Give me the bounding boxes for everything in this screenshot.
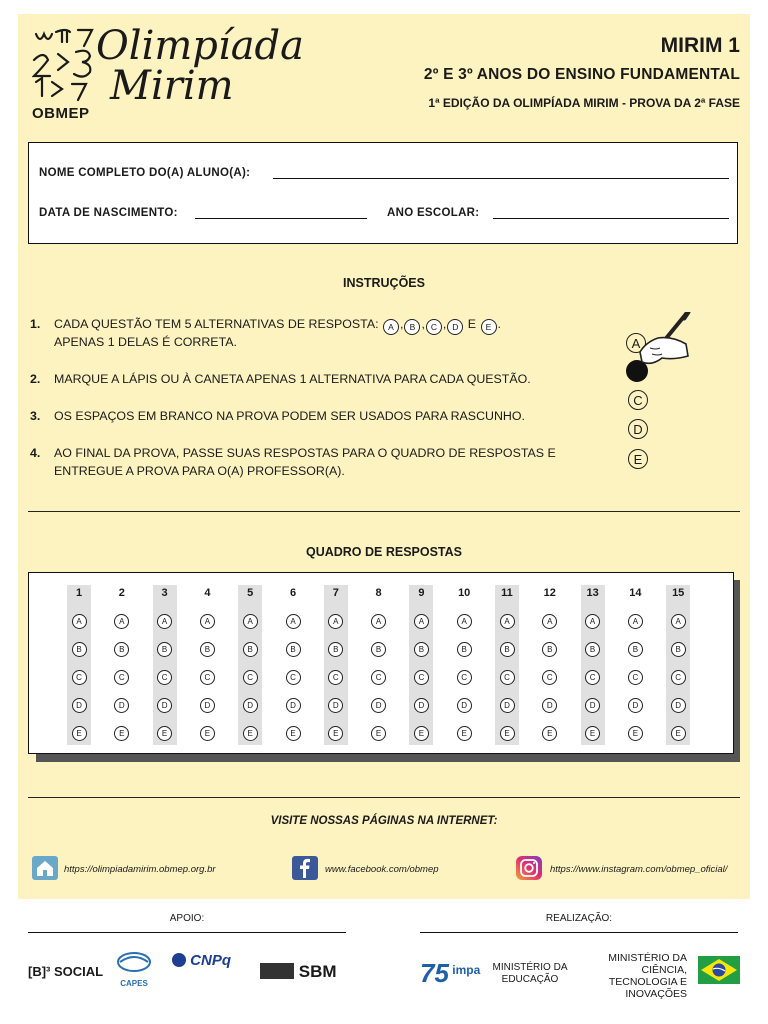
answer-bubble-15-c[interactable]: C bbox=[671, 670, 686, 685]
answer-bubble-13-c[interactable]: C bbox=[585, 670, 600, 685]
illustration-option-e: E bbox=[628, 449, 648, 469]
answer-bubble-5-a[interactable]: A bbox=[243, 614, 258, 629]
instruction-number: 2. bbox=[30, 372, 41, 386]
answer-bubble-10-e[interactable]: E bbox=[457, 726, 472, 741]
cnpq-label: CNPq bbox=[190, 952, 232, 969]
answer-bubble-9-e[interactable]: E bbox=[414, 726, 429, 741]
answer-bubble-4-c[interactable]: C bbox=[200, 670, 215, 685]
answer-bubble-13-a[interactable]: A bbox=[585, 614, 600, 629]
question-number: 7 bbox=[332, 587, 339, 599]
instruction-conjunction: E bbox=[467, 317, 477, 331]
answer-bubble-12-d[interactable]: D bbox=[542, 698, 557, 713]
answer-bubble-7-e[interactable]: E bbox=[328, 726, 343, 741]
answer-bubble-7-b[interactable]: B bbox=[328, 642, 343, 657]
capes-logo bbox=[116, 950, 152, 988]
question-number: 10 bbox=[458, 587, 471, 599]
answer-bubble-5-e[interactable]: E bbox=[243, 726, 258, 741]
answer-bubble-6-b[interactable]: B bbox=[286, 642, 301, 657]
answer-bubble-2-c[interactable]: C bbox=[114, 670, 129, 685]
answer-bubble-14-c[interactable]: C bbox=[628, 670, 643, 685]
impa-logo bbox=[420, 958, 480, 989]
answer-column-10 bbox=[452, 585, 476, 745]
question-number: 12 bbox=[543, 587, 556, 599]
answer-column-9 bbox=[409, 585, 433, 745]
impa-75-mark: 75 bbox=[420, 958, 449, 988]
answer-bubble-11-e[interactable]: E bbox=[500, 726, 515, 741]
student-name-label: NOME COMPLETO DO(A) ALUNO(A): bbox=[39, 167, 251, 179]
answer-bubble-6-d[interactable]: D bbox=[286, 698, 301, 713]
answer-bubble-12-a[interactable]: A bbox=[542, 614, 557, 629]
question-number: 8 bbox=[375, 587, 382, 599]
brazil-flag-icon bbox=[698, 956, 740, 984]
visit-pages-title: VISITE NOSSAS PÁGINAS NA INTERNET: bbox=[270, 815, 498, 827]
answer-bubble-6-a[interactable]: A bbox=[286, 614, 301, 629]
option-c-icon: C bbox=[426, 319, 442, 335]
instruction-number: 3. bbox=[30, 409, 41, 423]
answer-bubble-1-b[interactable]: B bbox=[72, 642, 87, 657]
impa-label: impa bbox=[452, 963, 481, 977]
answer-bubble-3-a[interactable]: A bbox=[157, 614, 172, 629]
answer-bubble-11-a[interactable]: A bbox=[500, 614, 515, 629]
answer-bubble-4-d[interactable]: D bbox=[200, 698, 215, 713]
facebook-link[interactable]: www.facebook.com/obmep bbox=[325, 864, 439, 875]
question-number: 2 bbox=[118, 587, 125, 599]
realizacao-divider bbox=[420, 932, 738, 933]
answer-bubble-2-e[interactable]: E bbox=[114, 726, 129, 741]
answer-bubble-15-b[interactable]: B bbox=[671, 642, 686, 657]
question-number: 15 bbox=[672, 587, 685, 599]
answer-column-13 bbox=[581, 585, 605, 745]
answer-bubble-14-d[interactable]: D bbox=[628, 698, 643, 713]
answer-bubble-8-c[interactable]: C bbox=[371, 670, 386, 685]
instruction-text: AO FINAL DA PROVA, PASSE SUAS RESPOSTAS PARA O QUADRO DE RESPOSTAS E bbox=[54, 446, 556, 460]
answer-bubble-9-a[interactable]: A bbox=[414, 614, 429, 629]
edition-subtitle: 1ª EDIÇÃO DA OLIMPÍADA MIRIM - PROVA DA 2ª FASE bbox=[428, 96, 740, 110]
answer-column-6 bbox=[281, 585, 305, 745]
question-number: 5 bbox=[247, 587, 254, 599]
answer-bubble-2-b[interactable]: B bbox=[114, 642, 129, 657]
question-number: 14 bbox=[629, 587, 642, 599]
answer-bubble-3-b[interactable]: B bbox=[157, 642, 172, 657]
option-d-icon: D bbox=[447, 319, 463, 335]
answer-bubble-10-b[interactable]: B bbox=[457, 642, 472, 657]
logo-title-line2: Mirim bbox=[110, 63, 234, 109]
illustration-option-a: A bbox=[626, 333, 646, 353]
answer-bubble-12-c[interactable]: C bbox=[542, 670, 557, 685]
instruction-text: CADA QUESTÃO TEM 5 ALTERNATIVAS DE RESPOSTA: bbox=[54, 317, 379, 331]
site-link[interactable]: https://olimpiadamirim.obmep.org.br bbox=[64, 864, 216, 875]
answer-column-2 bbox=[110, 585, 134, 745]
instruction-text-continued: ENTREGUE A PROVA PARA O(A) PROFESSOR(A). bbox=[54, 464, 345, 478]
mec-logo: MINISTÉRIO DA EDUCAÇÃO bbox=[492, 962, 568, 985]
answer-bubble-5-b[interactable]: B bbox=[243, 642, 258, 657]
answer-column-3 bbox=[153, 585, 177, 745]
instruction-text: OS ESPAÇOS EM BRANCO NA PROVA PODEM SER USADOS PARA RASCUNHO. bbox=[54, 409, 525, 423]
student-name-field[interactable] bbox=[273, 178, 729, 179]
sbm-logo bbox=[260, 962, 337, 982]
answer-bubble-4-a[interactable]: A bbox=[200, 614, 215, 629]
answer-bubble-2-d[interactable]: D bbox=[114, 698, 129, 713]
school-grade-field[interactable] bbox=[493, 218, 729, 219]
instagram-icon[interactable] bbox=[516, 856, 542, 880]
question-number: 9 bbox=[418, 587, 425, 599]
answer-bubble-15-a[interactable]: A bbox=[671, 614, 686, 629]
level-title: MIRIM 1 bbox=[660, 34, 740, 57]
answer-bubble-13-e[interactable]: E bbox=[585, 726, 600, 741]
instruction-number: 1. bbox=[30, 317, 41, 331]
answer-column-12 bbox=[538, 585, 562, 745]
answer-bubble-11-c[interactable]: C bbox=[500, 670, 515, 685]
answer-bubble-4-e[interactable]: E bbox=[200, 726, 215, 741]
answer-bubble-3-c[interactable]: C bbox=[157, 670, 172, 685]
answer-bubble-10-c[interactable]: C bbox=[457, 670, 472, 685]
answer-bubble-14-b[interactable]: B bbox=[628, 642, 643, 657]
question-number: 1 bbox=[75, 587, 83, 599]
answer-bubble-12-e[interactable]: E bbox=[542, 726, 557, 741]
answer-bubble-14-a[interactable]: A bbox=[628, 614, 643, 629]
answer-bubble-10-d[interactable]: D bbox=[457, 698, 472, 713]
answer-bubble-9-b[interactable]: B bbox=[414, 642, 429, 657]
answer-bubble-9-c[interactable]: C bbox=[414, 670, 429, 685]
hand-with-pencil-icon bbox=[628, 312, 692, 372]
option-a-icon: A bbox=[383, 319, 399, 335]
illustration-option-d: D bbox=[628, 419, 648, 439]
answer-bubble-6-c[interactable]: C bbox=[286, 670, 301, 685]
answer-bubble-14-e[interactable]: E bbox=[628, 726, 643, 741]
answer-bubble-1-d[interactable]: D bbox=[72, 698, 87, 713]
answer-column-8 bbox=[367, 585, 391, 745]
cnpq-globe-icon bbox=[172, 953, 186, 967]
school-grade-label: ANO ESCOLAR: bbox=[387, 207, 480, 219]
mcti-logo: MINISTÉRIO DA CIÊNCIA, TECNOLOGIA E INOVAÇÕES bbox=[608, 952, 687, 1000]
b3-social-logo: [B]³ SOCIAL bbox=[28, 964, 104, 979]
answer-column-15 bbox=[666, 585, 690, 745]
question-number: 11 bbox=[501, 587, 513, 599]
option-e-icon: E bbox=[481, 319, 497, 335]
instruction-text-continued: APENAS 1 DELAS É CORRETA. bbox=[54, 335, 237, 349]
instruction-text: MARQUE A LÁPIS OU À CANETA APENAS 1 ALTERNATIVA PARA CADA QUESTÃO. bbox=[54, 372, 531, 386]
answer-bubble-2-a[interactable]: A bbox=[114, 614, 129, 629]
apoio-divider bbox=[28, 932, 346, 933]
answer-bubble-15-e[interactable]: E bbox=[671, 726, 686, 741]
answer-column-4 bbox=[195, 585, 219, 745]
capes-label: CAPES bbox=[120, 979, 148, 988]
answer-bubble-8-b[interactable]: B bbox=[371, 642, 386, 657]
answer-bubble-5-d[interactable]: D bbox=[243, 698, 258, 713]
answer-bubble-7-c[interactable]: C bbox=[328, 670, 343, 685]
answer-bubble-1-a[interactable]: A bbox=[72, 614, 87, 629]
realizacao-label: REALIZAÇÃO: bbox=[545, 913, 613, 924]
footer-divider bbox=[28, 797, 740, 798]
question-number: 6 bbox=[289, 587, 297, 599]
answer-bubble-8-e[interactable]: E bbox=[371, 726, 386, 741]
math-symbols-logo-icon bbox=[32, 26, 102, 102]
capes-icon bbox=[116, 950, 152, 974]
sbm-emblem-icon bbox=[260, 963, 294, 979]
illustration-option-c: C bbox=[628, 390, 648, 410]
instructions-title: INSTRUÇÕES bbox=[343, 276, 425, 290]
answer-bubble-11-d[interactable]: D bbox=[500, 698, 515, 713]
answer-sheet-title: QUADRO DE RESPOSTAS bbox=[305, 545, 463, 559]
answer-bubble-11-b[interactable]: B bbox=[500, 642, 515, 657]
sbm-label: SBM bbox=[298, 962, 337, 981]
instruction-number: 4. bbox=[30, 446, 41, 460]
student-info-box bbox=[28, 142, 738, 244]
birth-date-label: DATA DE NASCIMENTO: bbox=[39, 207, 178, 219]
home-icon[interactable] bbox=[32, 856, 58, 880]
answer-bubble-4-b[interactable]: B bbox=[200, 642, 215, 657]
logo-title-line1: Olimpíada bbox=[96, 23, 305, 69]
answer-bubble-15-d[interactable]: D bbox=[671, 698, 686, 713]
answer-bubble-12-b[interactable]: B bbox=[542, 642, 557, 657]
answer-column-11 bbox=[495, 585, 519, 745]
answer-grid bbox=[28, 572, 734, 754]
grades-subtitle: 2º E 3º ANOS DO ENSINO FUNDAMENTAL bbox=[423, 66, 740, 83]
answer-bubble-8-d[interactable]: D bbox=[371, 698, 386, 713]
obmep-logo-text: OBMEP bbox=[32, 105, 90, 122]
cnpq-logo bbox=[172, 952, 231, 969]
apoio-label: APOIO: bbox=[169, 913, 205, 924]
answer-bubble-13-b[interactable]: B bbox=[585, 642, 600, 657]
question-number: 4 bbox=[204, 587, 211, 599]
facebook-icon[interactable] bbox=[292, 856, 318, 880]
answer-bubble-7-a[interactable]: A bbox=[328, 614, 343, 629]
answer-bubble-7-d[interactable]: D bbox=[328, 698, 343, 713]
answer-bubble-9-d[interactable]: D bbox=[414, 698, 429, 713]
answer-bubble-3-d[interactable]: D bbox=[157, 698, 172, 713]
answer-column-1 bbox=[67, 585, 91, 745]
answer-column-7 bbox=[324, 585, 348, 745]
answer-bubble-5-c[interactable]: C bbox=[243, 670, 258, 685]
question-number: 13 bbox=[586, 587, 599, 599]
answer-bubble-8-a[interactable]: A bbox=[371, 614, 386, 629]
olimpiada-mirim-logo bbox=[96, 23, 305, 109]
answer-bubble-13-d[interactable]: D bbox=[585, 698, 600, 713]
option-b-icon: B bbox=[404, 319, 420, 335]
answer-bubble-6-e[interactable]: E bbox=[286, 726, 301, 741]
question-number: 3 bbox=[161, 587, 168, 599]
answer-column-14 bbox=[623, 585, 647, 745]
answer-column-5 bbox=[238, 585, 262, 745]
instagram-link[interactable]: https://www.instagram.com/obmep_oficial/ bbox=[550, 864, 728, 875]
answer-bubble-10-a[interactable]: A bbox=[457, 614, 472, 629]
birth-date-field[interactable] bbox=[195, 218, 367, 219]
answer-bubble-1-e[interactable]: E bbox=[72, 726, 87, 741]
section-divider bbox=[28, 511, 740, 512]
answer-bubble-3-e[interactable]: E bbox=[157, 726, 172, 741]
answer-bubble-1-c[interactable]: C bbox=[72, 670, 87, 685]
